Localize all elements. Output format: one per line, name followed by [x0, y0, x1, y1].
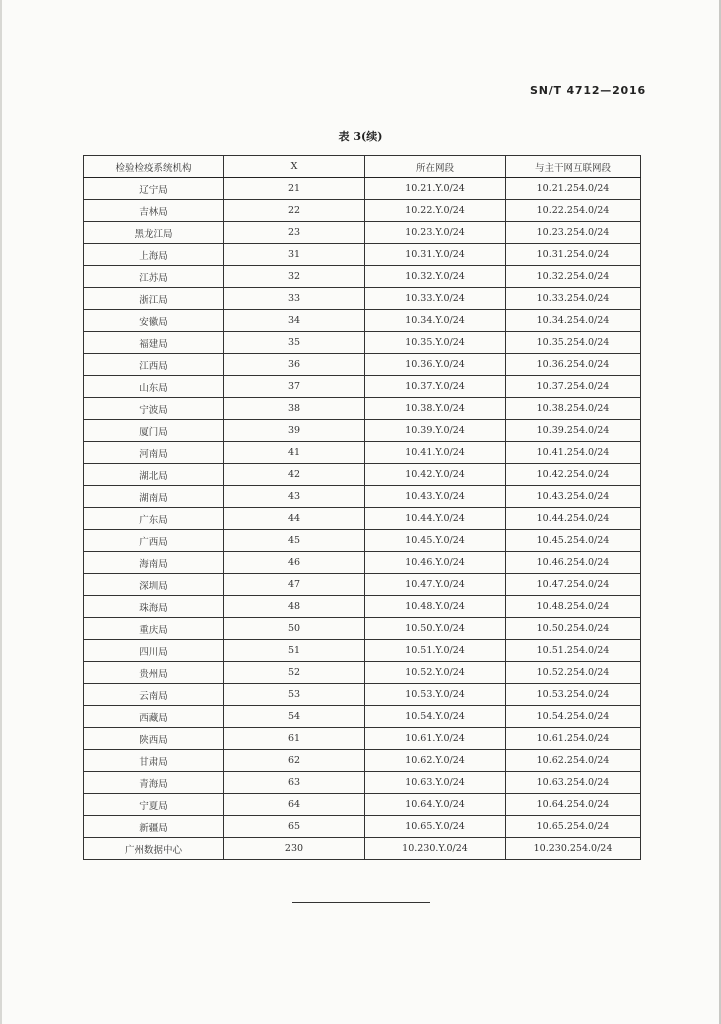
- interconnect-cell: 10.61.254.0/24: [506, 728, 641, 750]
- x-cell: 61: [224, 728, 365, 750]
- interconnect-cell: 10.44.254.0/24: [506, 508, 641, 530]
- interconnect-cell: 10.22.254.0/24: [506, 200, 641, 222]
- institution-cell: 上海局: [84, 244, 224, 266]
- segment-cell: 10.33.Y.0/24: [365, 288, 506, 310]
- table-header-row: [84, 156, 641, 178]
- interconnect-cell: 10.36.254.0/24: [506, 354, 641, 376]
- table-row: [84, 508, 641, 530]
- interconnect-cell: 10.35.254.0/24: [506, 332, 641, 354]
- x-cell: 44: [224, 508, 365, 530]
- x-cell: 65: [224, 816, 365, 838]
- institution-cell: 深圳局: [84, 574, 224, 596]
- interconnect-cell: 10.62.254.0/24: [506, 750, 641, 772]
- segment-cell: 10.48.Y.0/24: [365, 596, 506, 618]
- x-cell: 230: [224, 838, 365, 860]
- x-cell: 42: [224, 464, 365, 486]
- column-header-segment: 所在网段: [365, 156, 506, 178]
- table-row: [84, 552, 641, 574]
- segment-cell: 10.65.Y.0/24: [365, 816, 506, 838]
- x-cell: 54: [224, 706, 365, 728]
- segment-cell: 10.62.Y.0/24: [365, 750, 506, 772]
- x-cell: 37: [224, 376, 365, 398]
- segment-cell: 10.52.Y.0/24: [365, 662, 506, 684]
- table-row: [84, 376, 641, 398]
- segment-cell: 10.34.Y.0/24: [365, 310, 506, 332]
- segment-cell: 10.21.Y.0/24: [365, 178, 506, 200]
- interconnect-cell: 10.48.254.0/24: [506, 596, 641, 618]
- interconnect-cell: 10.53.254.0/24: [506, 684, 641, 706]
- table-row: [84, 684, 641, 706]
- segment-cell: 10.39.Y.0/24: [365, 420, 506, 442]
- table-row: [84, 310, 641, 332]
- x-cell: 63: [224, 772, 365, 794]
- institution-cell: 福建局: [84, 332, 224, 354]
- interconnect-cell: 10.32.254.0/24: [506, 266, 641, 288]
- institution-cell: 江苏局: [84, 266, 224, 288]
- table-row: [84, 178, 641, 200]
- x-cell: 36: [224, 354, 365, 376]
- x-cell: 31: [224, 244, 365, 266]
- table-row: [84, 464, 641, 486]
- institution-cell: 广西局: [84, 530, 224, 552]
- table-row: [84, 794, 641, 816]
- interconnect-cell: 10.38.254.0/24: [506, 398, 641, 420]
- table-row: [84, 618, 641, 640]
- institution-cell: 湖北局: [84, 464, 224, 486]
- institution-cell: 四川局: [84, 640, 224, 662]
- column-header-interconnect-segment: 与主干网互联网段: [506, 156, 641, 178]
- interconnect-cell: 10.54.254.0/24: [506, 706, 641, 728]
- segment-cell: 10.45.Y.0/24: [365, 530, 506, 552]
- x-cell: 21: [224, 178, 365, 200]
- interconnect-cell: 10.46.254.0/24: [506, 552, 641, 574]
- institution-cell: 新疆局: [84, 816, 224, 838]
- table-row: [84, 596, 641, 618]
- institution-cell: 广东局: [84, 508, 224, 530]
- institution-cell: 珠海局: [84, 596, 224, 618]
- table-row: [84, 662, 641, 684]
- segment-cell: 10.64.Y.0/24: [365, 794, 506, 816]
- table-row: [84, 838, 641, 860]
- table-row: [84, 442, 641, 464]
- x-cell: 34: [224, 310, 365, 332]
- x-cell: 47: [224, 574, 365, 596]
- interconnect-cell: 10.31.254.0/24: [506, 244, 641, 266]
- segment-cell: 10.50.Y.0/24: [365, 618, 506, 640]
- x-cell: 33: [224, 288, 365, 310]
- table-row: [84, 574, 641, 596]
- segment-cell: 10.230.Y.0/24: [365, 838, 506, 860]
- table-row: [84, 332, 641, 354]
- table-row: [84, 750, 641, 772]
- table-row: [84, 200, 641, 222]
- interconnect-cell: 10.39.254.0/24: [506, 420, 641, 442]
- interconnect-cell: 10.33.254.0/24: [506, 288, 641, 310]
- x-cell: 51: [224, 640, 365, 662]
- segment-cell: 10.46.Y.0/24: [365, 552, 506, 574]
- interconnect-cell: 10.43.254.0/24: [506, 486, 641, 508]
- segment-cell: 10.37.Y.0/24: [365, 376, 506, 398]
- table-row: [84, 266, 641, 288]
- table-row: [84, 288, 641, 310]
- table-row: [84, 244, 641, 266]
- segment-cell: 10.23.Y.0/24: [365, 222, 506, 244]
- institution-cell: 重庆局: [84, 618, 224, 640]
- segment-cell: 10.31.Y.0/24: [365, 244, 506, 266]
- table-title: 表 3(续): [338, 130, 383, 143]
- institution-cell: 厦门局: [84, 420, 224, 442]
- table-body: [84, 178, 641, 860]
- segment-cell: 10.22.Y.0/24: [365, 200, 506, 222]
- segment-cell: 10.54.Y.0/24: [365, 706, 506, 728]
- segment-cell: 10.51.Y.0/24: [365, 640, 506, 662]
- interconnect-cell: 10.42.254.0/24: [506, 464, 641, 486]
- institution-cell: 辽宁局: [84, 178, 224, 200]
- column-header-x: X: [224, 156, 365, 178]
- x-cell: 53: [224, 684, 365, 706]
- interconnect-cell: 10.63.254.0/24: [506, 772, 641, 794]
- interconnect-cell: 10.51.254.0/24: [506, 640, 641, 662]
- scan-edge-left: [0, 0, 2, 1024]
- footnote-rule: [292, 902, 430, 903]
- segment-cell: 10.35.Y.0/24: [365, 332, 506, 354]
- segment-cell: 10.42.Y.0/24: [365, 464, 506, 486]
- segment-cell: 10.41.Y.0/24: [365, 442, 506, 464]
- segment-cell: 10.53.Y.0/24: [365, 684, 506, 706]
- interconnect-cell: 10.21.254.0/24: [506, 178, 641, 200]
- institution-cell: 云南局: [84, 684, 224, 706]
- institution-cell: 湖南局: [84, 486, 224, 508]
- x-cell: 38: [224, 398, 365, 420]
- interconnect-cell: 10.47.254.0/24: [506, 574, 641, 596]
- network-segment-table: [83, 155, 641, 860]
- interconnect-cell: 10.23.254.0/24: [506, 222, 641, 244]
- segment-cell: 10.38.Y.0/24: [365, 398, 506, 420]
- segment-cell: 10.47.Y.0/24: [365, 574, 506, 596]
- x-cell: 23: [224, 222, 365, 244]
- segment-cell: 10.63.Y.0/24: [365, 772, 506, 794]
- column-header-institution: 检验检疫系统机构: [84, 156, 224, 178]
- x-cell: 39: [224, 420, 365, 442]
- x-cell: 35: [224, 332, 365, 354]
- interconnect-cell: 10.230.254.0/24: [506, 838, 641, 860]
- interconnect-cell: 10.64.254.0/24: [506, 794, 641, 816]
- table-row: [84, 816, 641, 838]
- table-row: [84, 420, 641, 442]
- interconnect-cell: 10.41.254.0/24: [506, 442, 641, 464]
- institution-cell: 贵州局: [84, 662, 224, 684]
- institution-cell: 宁波局: [84, 398, 224, 420]
- x-cell: 62: [224, 750, 365, 772]
- x-cell: 41: [224, 442, 365, 464]
- table-row: [84, 640, 641, 662]
- table-row: [84, 398, 641, 420]
- x-cell: 46: [224, 552, 365, 574]
- x-cell: 45: [224, 530, 365, 552]
- institution-cell: 宁夏局: [84, 794, 224, 816]
- institution-cell: 西藏局: [84, 706, 224, 728]
- x-cell: 64: [224, 794, 365, 816]
- institution-cell: 甘肃局: [84, 750, 224, 772]
- institution-cell: 安徽局: [84, 310, 224, 332]
- interconnect-cell: 10.65.254.0/24: [506, 816, 641, 838]
- segment-cell: 10.44.Y.0/24: [365, 508, 506, 530]
- table-row: [84, 486, 641, 508]
- x-cell: 50: [224, 618, 365, 640]
- table-row: [84, 728, 641, 750]
- institution-cell: 海南局: [84, 552, 224, 574]
- table-row: [84, 354, 641, 376]
- segment-cell: 10.61.Y.0/24: [365, 728, 506, 750]
- segment-cell: 10.36.Y.0/24: [365, 354, 506, 376]
- institution-cell: 山东局: [84, 376, 224, 398]
- institution-cell: 江西局: [84, 354, 224, 376]
- institution-cell: 青海局: [84, 772, 224, 794]
- segment-cell: 10.43.Y.0/24: [365, 486, 506, 508]
- table-row: [84, 222, 641, 244]
- institution-cell: 陕西局: [84, 728, 224, 750]
- interconnect-cell: 10.34.254.0/24: [506, 310, 641, 332]
- institution-cell: 河南局: [84, 442, 224, 464]
- segment-cell: 10.32.Y.0/24: [365, 266, 506, 288]
- table-row: [84, 530, 641, 552]
- institution-cell: 吉林局: [84, 200, 224, 222]
- interconnect-cell: 10.37.254.0/24: [506, 376, 641, 398]
- x-cell: 43: [224, 486, 365, 508]
- table-row: [84, 772, 641, 794]
- interconnect-cell: 10.50.254.0/24: [506, 618, 641, 640]
- x-cell: 48: [224, 596, 365, 618]
- interconnect-cell: 10.52.254.0/24: [506, 662, 641, 684]
- x-cell: 52: [224, 662, 365, 684]
- x-cell: 32: [224, 266, 365, 288]
- table-row: [84, 706, 641, 728]
- interconnect-cell: 10.45.254.0/24: [506, 530, 641, 552]
- institution-cell: 黑龙江局: [84, 222, 224, 244]
- institution-cell: 广州数据中心: [84, 838, 224, 860]
- institution-cell: 浙江局: [84, 288, 224, 310]
- document-code: SN/T 4712—2016: [530, 84, 646, 97]
- x-cell: 22: [224, 200, 365, 222]
